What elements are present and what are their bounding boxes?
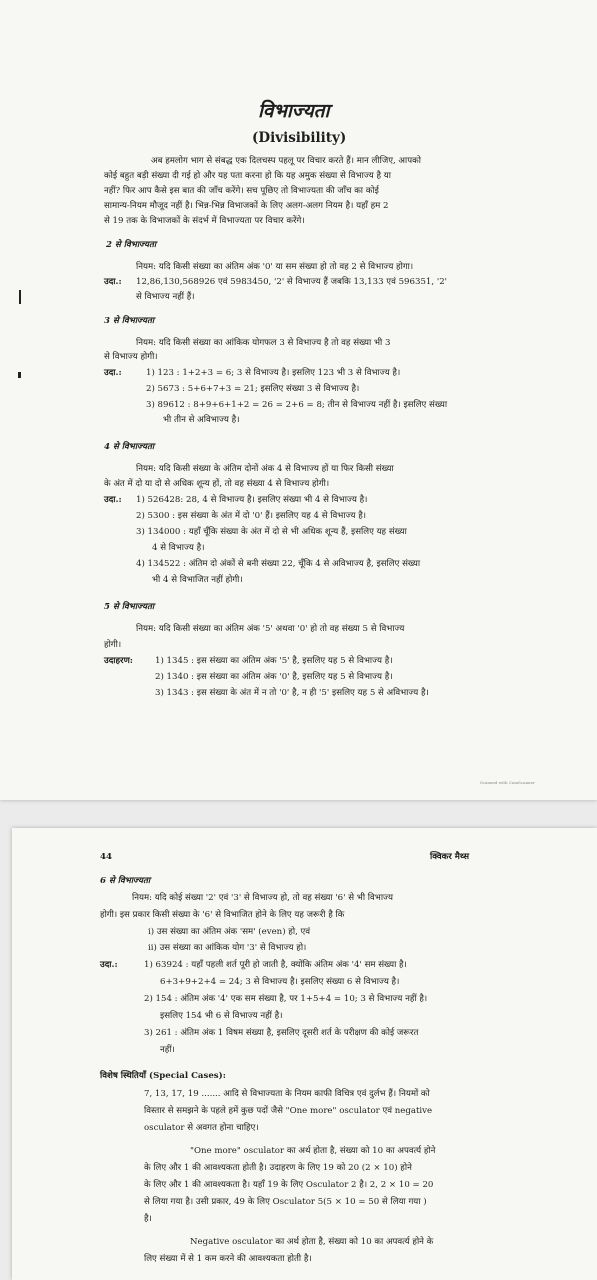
intro-line: अब हमलोग भाग से संबद्ध एक दिलचस्प पहलू पर विचार करते हैं। मान लीजिए, आपको bbox=[151, 156, 421, 166]
example-line: भी तीन से अविभाज्य है। bbox=[163, 415, 240, 425]
example-line: 1) 1345 : इस संख्या का अंतिम अंक '5' है, इसलिए यह 5 से विभाज्य है। bbox=[155, 656, 393, 666]
punch-hole-mark bbox=[19, 290, 21, 304]
paragraph-line: के लिए और 1 की आवश्यकता होती है। उदाहरण के लिए 19 को 20 (2 × 10) होने bbox=[144, 1163, 412, 1173]
example-line: 3) 134000 : यहाँ चूँकि संख्या के अंत में दो से भी अधिक शून्य हैं, इसलिए यह संख्या bbox=[136, 527, 407, 537]
rule-text: के अंत में दो या दो से अधिक शून्य हों, तो वह संख्या 4 से विभाज्य होगी। bbox=[104, 479, 330, 489]
paragraph-line: है। bbox=[144, 1214, 152, 1224]
scanner-watermark: Scanned with CamScanner bbox=[480, 780, 535, 785]
rule-text: ii) उस संख्या का आंकिक योग '3' से विभाज्य हो। bbox=[148, 943, 307, 953]
rule-text: होगी। bbox=[104, 640, 122, 650]
paragraph-line: से लिया गया है। उसी प्रकार, 49 के लिए Osculator 5(5 × 10 = 50 से लिया गया ) bbox=[144, 1197, 427, 1207]
punch-hole-mark bbox=[18, 372, 21, 378]
example-line: 2) 5673 : 5+6+7+3 = 21; इसलिए संख्या 3 से विभाज्य है। bbox=[146, 384, 360, 394]
rule-text: नियम: यदि किसी संख्या का अंतिम अंक '0' या सम संख्या हो तो वह 2 से विभाज्य होगा। bbox=[136, 262, 414, 272]
rule-text: नियम: यदि किसी संख्या का अंतिम अंक '5' अथवा '0' हो तो वह संख्या 5 से विभाज्य bbox=[136, 624, 405, 634]
example-line: 3) 89612 : 8+9+6+1+2 = 26 = 2+6 = 8; तीन से विभाज्य नहीं है। इसलिए संख्या bbox=[146, 400, 448, 410]
example-line: 3) 261 : अंतिम अंक 1 विषम संख्या है, इसलिए दूसरी शर्त के परीक्षण की कोई जरूरत bbox=[144, 1028, 419, 1038]
rule-text: नियम: यदि किसी संख्या के अंतिम दोनों अंक 4 से विभाज्य हों या फिर किसी संख्या bbox=[136, 464, 394, 474]
section-heading: 3 से विभाज्यता bbox=[104, 316, 155, 326]
section-heading: 6 से विभाज्यता bbox=[100, 876, 151, 886]
example-line: भी 4 से विभाजित नहीं होगी। bbox=[152, 575, 243, 585]
intro-line: कोई बहुत बड़ी संख्या दी गई हो और यह पता करना हो कि यह अमुक संख्या से विभाज्य है या bbox=[104, 171, 391, 181]
section-heading: 2 से विभाज्यता bbox=[106, 240, 157, 250]
paragraph-line: osculator से अवगत होना चाहिए। bbox=[144, 1123, 259, 1133]
paragraph-line: विस्तार से समझने के पहले हमें कुछ पदों जैसे "One more" osculator एवं negative bbox=[144, 1106, 433, 1116]
example-line: 4 से विभाज्य है। bbox=[152, 543, 205, 553]
example-line: 2) 154 : अंतिम अंक '4' एक सम संख्या है, पर 1+5+4 = 10; 3 से विभाज्य नहीं है। bbox=[144, 994, 428, 1004]
example-label: उदाहरण: bbox=[104, 656, 133, 666]
rule-text: नियम: यदि कोई संख्या '2' एवं '3' से विभाज्य हो, तो वह संख्या '6' से भी विभाज्य bbox=[132, 893, 393, 903]
example-line: 1) 526428: 28, 4 से विभाज्य है। इसलिए संख्या भी 4 से विभाज्य है। bbox=[136, 495, 368, 505]
paragraph-line: 7, 13, 17, 19 ....... आदि से विभाज्यता के नियम काफी विचित्र एवं दुर्लभ हैं। नियमों को bbox=[144, 1089, 430, 1099]
example-line: 1) 63924 : यहाँ पहली शर्त पूरी हो जाती है, क्योंकि अंतिम अंक '4' सम संख्या है। bbox=[144, 960, 407, 970]
section-heading: 5 से विभाज्यता bbox=[104, 602, 155, 612]
example-label: उदा.: bbox=[100, 960, 118, 970]
paragraph-line: "One more" osculator का अर्थ होता है, संख्या को 10 का अपवर्त्य होने bbox=[190, 1146, 436, 1156]
example-line: 2) 1340 : इस संख्या का अंतिम अंक '0' है, इसलिए यह 5 से विभाज्य है। bbox=[155, 672, 393, 682]
example-line: 1) 123 : 1+2+3 = 6; 3 से विभाज्य है। इसलिए 123 भी 3 से विभाज्य है। bbox=[146, 368, 401, 378]
example-line: 2) 5300 : इस संख्या के अंत में दो '0' हैं। इसलिए यह 4 से विभाज्य है। bbox=[136, 511, 367, 521]
intro-line: नहीं? फिर आप कैसे इस बात की जाँच करेंगे। सच पूछिए तो विभाज्यता की जाँच का कोई bbox=[104, 186, 379, 196]
example-line: 3) 1343 : इस संख्या के अंत में न तो '0' है, न ही '5' इसलिए यह 5 से अविभाज्य है। bbox=[155, 688, 429, 698]
paragraph-line: के लिए और 1 की आवश्यकता है। यहाँ 19 के लिए Osculator 2 है। 2, 2 × 10 = 20 bbox=[144, 1180, 434, 1190]
example-line: इसलिए 154 भी 6 से विभाज्य नहीं है। bbox=[160, 1011, 283, 1021]
section-heading: 4 से विभाज्यता bbox=[104, 442, 155, 452]
intro-line: से 19 तक के विभाजकों के संदर्भ में विभाज्यता पर विचार करेंगे। bbox=[104, 216, 305, 226]
rule-text: होगी। इस प्रकार किसी संख्या के '6' से विभाजित होने के लिए यह जरूरी है कि bbox=[100, 910, 345, 920]
rule-text: नियम: यदि किसी संख्या का आंकिक योगफल 3 से विभाज्य है तो वह संख्या भी 3 bbox=[136, 338, 391, 348]
page-subtitle: (Divisibility) bbox=[252, 130, 347, 146]
example-label: उदा.: bbox=[104, 495, 122, 505]
page-title: विभाज्यता bbox=[258, 100, 330, 122]
example-line: नहीं। bbox=[160, 1045, 175, 1055]
example-line: 4) 134522 : अंतिम दो अंकों से बनी संख्या 22, चूँकि 4 से अविभाज्य है, इसलिए संख्या bbox=[136, 559, 421, 569]
example-line: 12,86,130,568926 एवं 5983450, '2' से विभाज्य हैं जबकि 13,133 एवं 596351, '2' bbox=[136, 277, 448, 287]
rule-text: से विभाज्य होगी। bbox=[104, 352, 158, 362]
paragraph-line: लिए संख्या में से 1 कम करने की आवश्यकता होती है। bbox=[144, 1254, 312, 1264]
section-heading: विशेष स्थितियाँ (Special Cases): bbox=[100, 1071, 226, 1081]
example-label: उदा.: bbox=[104, 368, 122, 378]
running-header: क्विकर मैथ्स bbox=[430, 852, 470, 862]
document-page-2 bbox=[12, 828, 597, 1280]
page-number: 44 bbox=[100, 852, 112, 862]
example-line: से विभाज्य नहीं हैं। bbox=[136, 292, 195, 302]
example-line: 6+3+9+2+4 = 24; 3 से विभाज्य है। इसलिए संख्या 6 से विभाज्य है। bbox=[160, 977, 400, 987]
paragraph-line: Negative osculator का अर्थ होता है, संख्या को 10 का अपवर्त्य होने के bbox=[190, 1237, 434, 1247]
intro-line: सामान्य-नियम मौजूद नहीं है। भिन्न-भिन्न विभाजकों के लिए अलग-अलग नियम है। यहाँ हम 2 bbox=[104, 201, 389, 211]
rule-text: i) उस संख्या का अंतिम अंक 'सम' (even) हो, एवं bbox=[148, 927, 311, 937]
example-label: उदा.: bbox=[104, 277, 122, 287]
